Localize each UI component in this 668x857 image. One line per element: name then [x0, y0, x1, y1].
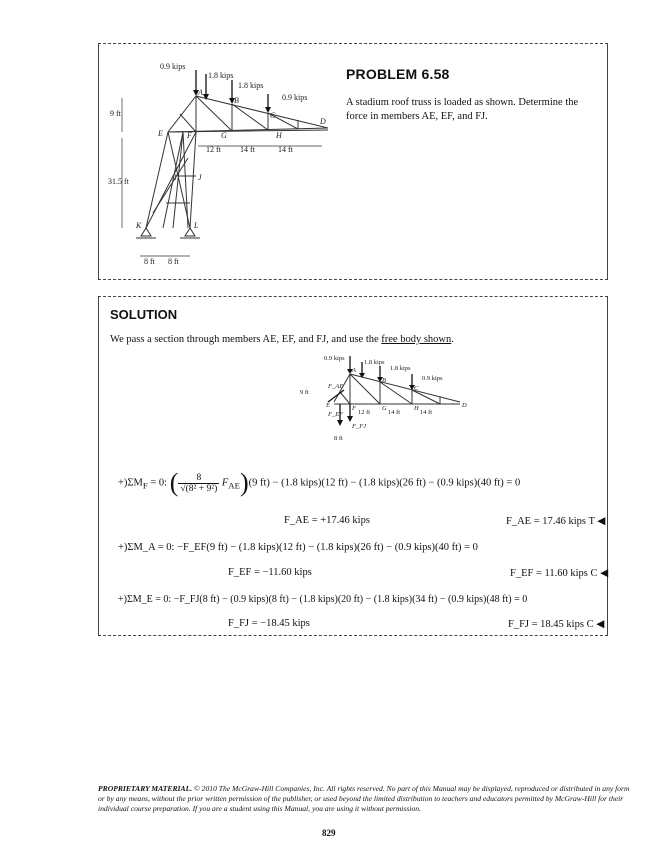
- dim-14ft-b: 14 ft: [278, 145, 293, 154]
- fig1-load-1: 0.9 kips: [160, 62, 186, 71]
- footer-text: © 2010 The McGraw-Hill Companies, Inc. All rights reserved. No part of this Manual may be displayed, reproduced or distributed in any form or by any means, without the prior written permission of the publisher, or used beyond the limited distribution to teachers and educators permitted by McGraw-Hill for their individual course preparation. If you are a student using this Manual, you are using it without permission.: [98, 784, 630, 813]
- node-C: C: [270, 111, 276, 120]
- fig2-node-H: H: [414, 405, 419, 412]
- result-1: F_AE = +17.46 kips: [284, 515, 370, 526]
- node-K: K: [136, 221, 142, 230]
- fig2-dim-14ft-a: 14 ft: [388, 409, 401, 416]
- problem-statement: A stadium roof truss is loaded as shown. Determine the force in members AE, EF, and FJ.: [346, 97, 579, 122]
- equation-1: $+)\Sigma M_F = 0$: ( $\frac{8}{\text{√(8² + 9²)}}$ $F_{AE})(9$ ft) − (1.8 kips)(12 ft) − (1.8 kips)(26 ft) − (0.9 kips)(40 ft) = 0: [118, 468, 521, 497]
- equation-2: +)ΣM_A = 0: −F_EF(9 ft) − (1.8 kips)(12 ft) − (1.8 kips)(26 ft) − (0.9 kips)(40 ft) = 0: [118, 542, 478, 553]
- node-H: H: [276, 131, 282, 140]
- fig2-load-3: 1.8 kips: [390, 365, 411, 372]
- equation-3: +)ΣM_E = 0: −F_FJ(8 ft) − (0.9 kips)(8 ft) − (1.8 kips)(20 ft) − (1.8 kips)(34 ft) − (0.9 kips)(48 ft) = 0: [118, 594, 528, 605]
- fig2-dim-14ft-b: 14 ft: [420, 409, 433, 416]
- eq1-fraction: [178, 473, 219, 494]
- answer-2: F_EF = 11.60 kips C ◀: [510, 568, 609, 579]
- fig2-node-C: C: [414, 385, 419, 392]
- eq1-fae-sub: AE: [228, 480, 240, 491]
- dim-8ft-b: 8 ft: [168, 257, 179, 266]
- result-2: F_EF = −11.60 kips: [228, 567, 312, 578]
- fig1-load-2: 1.8 kips: [208, 71, 234, 80]
- truss-figure: [108, 58, 333, 278]
- dim-12ft: 12 ft: [206, 145, 221, 154]
- fig2-node-F: F: [352, 405, 356, 412]
- fig2-dim-8ft: 8 ft: [334, 435, 343, 442]
- eq1-rest: (9 ft) − (1.8 kips)(12 ft) − (1.8 kips)(26 ft) − (0.9 kips)(40 ft) = 0: [248, 477, 521, 489]
- fig2-node-B: B: [382, 377, 386, 384]
- solution-box: [98, 296, 608, 636]
- top-chord: [196, 96, 328, 128]
- fig2-node-A: A: [352, 367, 356, 374]
- node-A: A: [198, 88, 203, 97]
- dim-31-5ft: 31.5 ft: [108, 177, 129, 186]
- node-J: J: [198, 173, 202, 182]
- node-G: G: [221, 131, 227, 140]
- fig2-node-D: D: [462, 402, 467, 409]
- fig2-node-G: G: [382, 405, 387, 412]
- fig2-force-fj: F_FJ: [352, 423, 367, 430]
- node-I: I: [174, 173, 177, 182]
- dim-14ft-a: 14 ft: [240, 145, 255, 154]
- node-F: F: [187, 131, 192, 140]
- fig1-load-3: 1.8 kips: [238, 81, 264, 90]
- fig2-node-E: E: [326, 402, 330, 409]
- footer-label: PROPRIETARY MATERIAL.: [98, 784, 193, 793]
- eq1-sub: F: [142, 480, 148, 491]
- fig2-dim-9ft: 9 ft: [300, 389, 309, 396]
- solution-intro-text: We pass a section through members AE, EF, and FJ, and use the: [110, 334, 382, 345]
- eq1-fae: F: [221, 477, 229, 489]
- dim-8ft-a: 8 ft: [144, 257, 155, 266]
- node-E: E: [158, 129, 163, 138]
- solution-title: SOLUTION: [110, 307, 178, 322]
- answer-3: F_FJ = 18.45 kips C ◀: [508, 619, 605, 630]
- solution-intro: [110, 334, 454, 345]
- copyright-footer: [98, 784, 638, 814]
- problem-title: PROBLEM 6.58: [346, 66, 450, 82]
- fig2-load-1: 0.9 kips: [324, 355, 345, 362]
- result-3: F_FJ = −18.45 kips: [228, 618, 310, 629]
- free-body-link: free body shown: [381, 334, 452, 345]
- dim-9ft: 9 ft: [110, 109, 121, 118]
- fig2-load-4: 0.9 kips: [422, 375, 443, 382]
- fig2-force-ef: F_EF: [328, 411, 344, 418]
- fig1-load-4: 0.9 kips: [282, 93, 308, 102]
- fig2-load-2: 1.8 kips: [364, 359, 385, 366]
- eq1-frac-num: 8: [178, 473, 219, 484]
- eq1-frac-den: √(8² + 9²): [180, 483, 218, 494]
- node-D: D: [320, 117, 326, 126]
- fig2-force-ae: F_AE: [328, 383, 344, 390]
- page-number: 829: [322, 828, 336, 838]
- eq1-lhs: +)ΣM: [118, 477, 143, 489]
- answer-1: F_AE = 17.46 kips T ◀: [506, 516, 606, 527]
- free-body-figure: [300, 352, 470, 447]
- fig2-dim-12ft: 12 ft: [358, 409, 371, 416]
- node-B: B: [234, 96, 239, 105]
- eq1-mid: = 0:: [147, 477, 168, 489]
- node-L: L: [194, 221, 199, 230]
- solution-intro-end: .: [451, 334, 454, 345]
